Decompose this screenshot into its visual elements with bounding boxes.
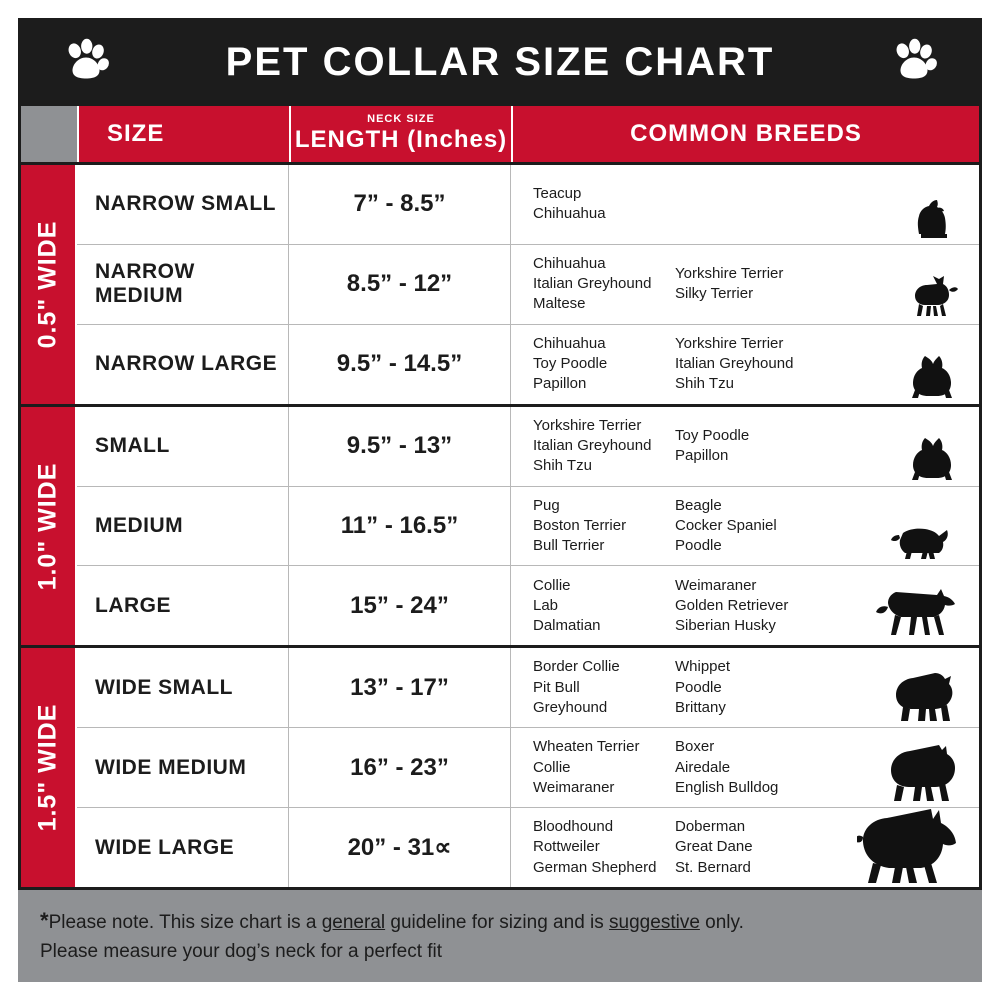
breed-item: Collie	[533, 758, 571, 776]
breed-item: Collie	[533, 576, 571, 594]
table-row	[77, 648, 979, 728]
breeds-column-2	[675, 737, 817, 798]
footer-underline-general: general	[321, 912, 386, 933]
breed-item: Bull Terrier	[533, 537, 605, 555]
footer-line-2: Please measure your dog’s neck for a perfect fit	[40, 940, 443, 962]
breed-item: Pit Bull	[533, 678, 580, 696]
breed-item: Italian Greyhound	[675, 355, 794, 373]
row-breeds	[511, 648, 979, 727]
row-breeds	[511, 566, 979, 645]
column-header-neck-size-label: NECK SIZE	[367, 113, 435, 125]
row-breeds	[511, 728, 979, 807]
row-size: SMALL	[77, 407, 289, 486]
table-row	[77, 407, 979, 487]
breed-item: Italian Greyhound	[533, 436, 652, 454]
asterisk-marker: *	[40, 908, 49, 933]
breed-item: Weimaraner	[533, 778, 615, 796]
row-size: WIDE MEDIUM	[77, 728, 289, 807]
breeds-column-1	[533, 817, 675, 878]
row-length: 13” - 17”	[289, 648, 511, 727]
breed-item: Siberian Husky	[675, 617, 776, 635]
doberman-silhouette	[857, 807, 961, 883]
row-length: 20” - 31∝	[289, 808, 511, 887]
beagle-silhouette	[889, 517, 961, 561]
table-header-row	[21, 106, 979, 165]
breeds-column-1	[533, 416, 675, 477]
row-size: MEDIUM	[77, 487, 289, 566]
chart-header	[18, 18, 982, 106]
breed-item: Teacup	[533, 185, 582, 203]
breeds-column-1	[533, 737, 675, 798]
breeds-column-1	[533, 334, 675, 395]
row-size: LARGE	[77, 566, 289, 645]
breed-item: Silky Terrier	[675, 285, 754, 303]
breed-item: Doberman	[675, 818, 746, 836]
footer-underline-suggestive: suggestive	[609, 912, 700, 933]
boxer-silhouette	[883, 741, 961, 803]
breed-item: German Shepherd	[533, 858, 657, 876]
row-size: NARROW LARGE	[77, 325, 289, 404]
breeds-column-2	[675, 657, 817, 718]
breed-item: Yorkshire Terrier	[675, 334, 784, 352]
table-row	[77, 808, 979, 887]
row-length: 7” - 8.5”	[289, 165, 511, 244]
row-size: NARROW MEDIUM	[77, 245, 289, 324]
breed-item: Papillon	[675, 447, 729, 465]
table-row	[77, 566, 979, 645]
footer-text-c: only.	[699, 912, 744, 933]
row-length: 15” - 24”	[289, 566, 511, 645]
breed-item: Toy Poodle	[675, 426, 750, 444]
group-width-text: 0.5" WIDE	[33, 220, 62, 349]
footer-note	[18, 890, 982, 982]
breed-item: Wheaten Terrier	[533, 738, 640, 756]
breeds-column-2	[675, 416, 817, 477]
yorkie-silhouette	[907, 194, 961, 240]
group-rows	[77, 407, 979, 646]
retriever-silhouette	[875, 587, 961, 641]
breed-item: Border Collie	[533, 658, 620, 676]
breed-item: Papillon	[533, 375, 587, 393]
row-size: WIDE LARGE	[77, 808, 289, 887]
breeds-column-2	[675, 496, 817, 557]
footer-line-1	[40, 904, 960, 938]
size-table	[18, 106, 982, 890]
breed-item: Lab	[533, 596, 559, 614]
breed-item: Shih Tzu	[533, 457, 592, 475]
row-breeds	[511, 487, 979, 566]
breed-item: Yorkshire Terrier	[533, 416, 642, 434]
column-header-width	[21, 106, 77, 162]
breed-item: Italian Greyhound	[533, 275, 652, 293]
breeds-column-2	[675, 254, 817, 315]
breed-item: Great Dane	[675, 838, 753, 856]
breeds-column-2	[675, 334, 817, 395]
row-length: 8.5” - 12”	[289, 245, 511, 324]
column-header-breeds	[511, 106, 979, 162]
row-breeds	[511, 245, 979, 324]
size-group	[21, 165, 979, 407]
paw-icon	[62, 38, 110, 86]
breed-item: Pug	[533, 496, 560, 514]
column-header-size-label: SIZE	[107, 120, 165, 147]
breed-item: Weimaraner	[675, 576, 757, 594]
row-length: 9.5” - 14.5”	[289, 325, 511, 404]
size-group	[21, 407, 979, 649]
group-width-label	[21, 165, 77, 404]
breed-item: Brittany	[675, 698, 726, 716]
breeds-column-2	[675, 817, 817, 878]
column-header-length	[289, 106, 511, 162]
breed-item: Whippet	[675, 658, 731, 676]
breed-item: Chihuahua	[533, 334, 606, 352]
row-breeds	[511, 407, 979, 486]
footer-text-a: Please note. This size chart is a	[48, 912, 322, 933]
breed-item: Airedale	[675, 758, 731, 776]
row-breeds	[511, 165, 979, 244]
row-size: WIDE SMALL	[77, 648, 289, 727]
column-header-breeds-label: COMMON BREEDS	[630, 120, 862, 147]
breed-item: Boxer	[675, 738, 715, 756]
papillon-silhouette	[905, 432, 961, 482]
table-row	[77, 487, 979, 567]
paw-icon	[890, 38, 938, 86]
breeds-column-1	[533, 254, 675, 315]
bulldog-silhouette	[889, 667, 961, 723]
row-breeds	[511, 325, 979, 404]
group-width-label	[21, 648, 77, 887]
row-size: NARROW SMALL	[77, 165, 289, 244]
breed-item: Golden Retriever	[675, 596, 789, 614]
breeds-column-2	[675, 576, 817, 637]
breed-item: Beagle	[675, 496, 722, 514]
size-group	[21, 648, 979, 890]
breed-item: St. Bernard	[675, 858, 751, 876]
breed-item: Greyhound	[533, 698, 608, 716]
papillon-silhouette	[905, 350, 961, 400]
breed-item: Yorkshire Terrier	[675, 265, 784, 283]
row-breeds	[511, 808, 979, 887]
breed-item: Chihuahua	[533, 254, 606, 272]
page-title: PET COLLAR SIZE CHART	[225, 39, 775, 84]
breed-item: Maltese	[533, 295, 586, 313]
footer-text-b: guideline for sizing and is	[385, 912, 610, 933]
table-row	[77, 245, 979, 325]
breed-item: Boston Terrier	[533, 516, 627, 534]
row-length: 11” - 16.5”	[289, 487, 511, 566]
row-length: 16” - 23”	[289, 728, 511, 807]
breeds-column-1	[533, 657, 675, 718]
table-row	[77, 325, 979, 404]
breed-item: English Bulldog	[675, 778, 779, 796]
column-header-size	[77, 106, 289, 162]
table-row	[77, 165, 979, 245]
breeds-column-2	[675, 184, 817, 225]
breed-item: Bloodhound	[533, 818, 614, 836]
breed-item: Dalmatian	[533, 617, 601, 635]
row-length: 9.5” - 13”	[289, 407, 511, 486]
breed-item: Poodle	[675, 537, 722, 555]
breed-item: Poodle	[675, 678, 722, 696]
breed-item: Rottweiler	[533, 838, 600, 856]
breed-item: Cocker Spaniel	[675, 516, 777, 534]
group-rows	[77, 165, 979, 404]
breeds-column-1	[533, 184, 675, 225]
breeds-column-1	[533, 496, 675, 557]
breed-item: Chihuahua	[533, 205, 606, 223]
column-header-length-label: LENGTH (Inches)	[294, 126, 508, 153]
chihuahua-silhouette	[903, 274, 961, 320]
breed-item: Shih Tzu	[675, 375, 734, 393]
group-width-text: 1.0" WIDE	[33, 462, 62, 590]
group-width-text: 1.5" WIDE	[33, 703, 62, 832]
breeds-column-1	[533, 576, 675, 637]
table-row	[77, 728, 979, 808]
group-rows	[77, 648, 979, 887]
breed-item: Toy Poodle	[533, 355, 608, 373]
group-width-label	[21, 407, 77, 646]
